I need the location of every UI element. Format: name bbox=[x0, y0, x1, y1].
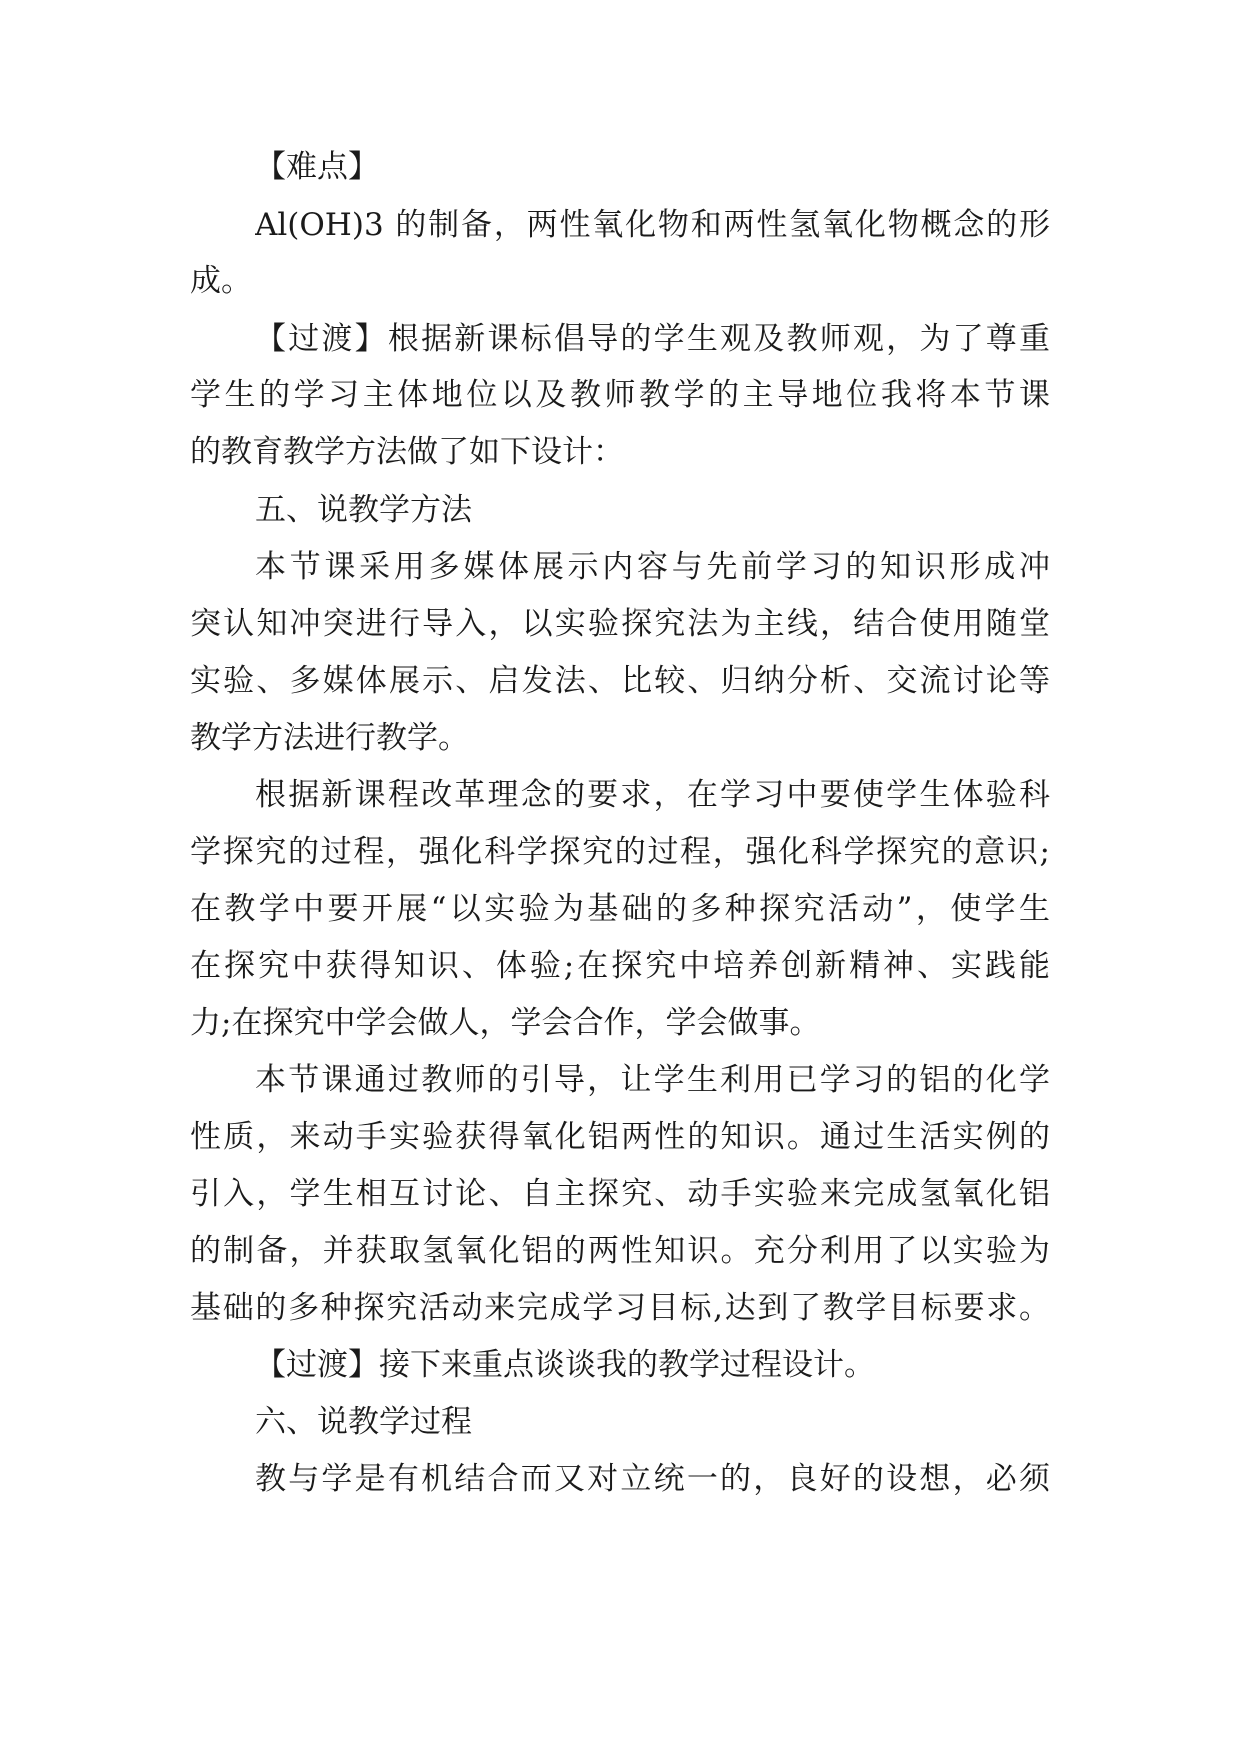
transition-line: 【过渡】接下来重点谈谈我的教学过程设计。 bbox=[255, 1347, 875, 1383]
paragraph-line: 教与学是有机结合而又对立统一的，良好的设想，必须 bbox=[255, 1461, 1050, 1497]
transition-line: 【过渡】根据新课标倡导的学生观及教师观，为了尊重 bbox=[255, 321, 1050, 357]
paragraph-line: 在教学中要开展“以实验为基础的多种探究活动”，使学生 bbox=[190, 891, 1050, 927]
paragraph-line: 本节课采用多媒体展示内容与先前学习的知识形成冲 bbox=[255, 549, 1050, 585]
paragraph-line: 突认知冲突进行导入，以实验探究法为主线，结合使用随堂 bbox=[190, 606, 1050, 642]
paragraph-line: 在探究中获得知识、体验;在探究中培养创新精神、实践能 bbox=[190, 948, 1050, 984]
paragraph-line: 学探究的过程，强化科学探究的过程，强化科学探究的意识; bbox=[190, 834, 1050, 870]
paragraph-line: 实验、多媒体展示、启发法、比较、归纳分析、交流讨论等 bbox=[190, 663, 1050, 699]
paragraph-line: 的制备，并获取氢氧化铝的两性知识。充分利用了以实验为 bbox=[190, 1233, 1050, 1269]
paragraph-line: 成。 bbox=[190, 263, 252, 299]
paragraph-line: Al(OH)3 的制备，两性氧化物和两性氢氧化物概念的形 bbox=[255, 207, 1050, 243]
paragraph-line: 力;在探究中学会做人，学会合作，学会做事。 bbox=[190, 1005, 821, 1041]
paragraph-line: 学生的学习主体地位以及教师教学的主导地位我将本节课 bbox=[190, 377, 1050, 413]
paragraph-line: 性质，来动手实验获得氧化铝两性的知识。通过生活实例的 bbox=[190, 1119, 1050, 1155]
section-heading-six: 六、说教学过程 bbox=[255, 1404, 472, 1440]
paragraph-line: 根据新课程改革理念的要求，在学习中要使学生体验科 bbox=[255, 777, 1050, 813]
paragraph-line: 引入，学生相互讨论、自主探究、动手实验来完成氢氧化铝 bbox=[190, 1176, 1050, 1212]
paragraph-line: 的教育教学方法做了如下设计： bbox=[190, 434, 624, 470]
section-heading-five: 五、说教学方法 bbox=[255, 492, 472, 528]
paragraph-line: 本节课通过教师的引导，让学生利用已学习的铝的化学 bbox=[255, 1062, 1050, 1098]
heading-difficulty: 【难点】 bbox=[255, 149, 379, 185]
paragraph-line: 教学方法进行教学。 bbox=[190, 720, 469, 756]
paragraph-line: 基础的多种探究活动来完成学习目标,达到了教学目标要求。 bbox=[190, 1290, 1050, 1326]
